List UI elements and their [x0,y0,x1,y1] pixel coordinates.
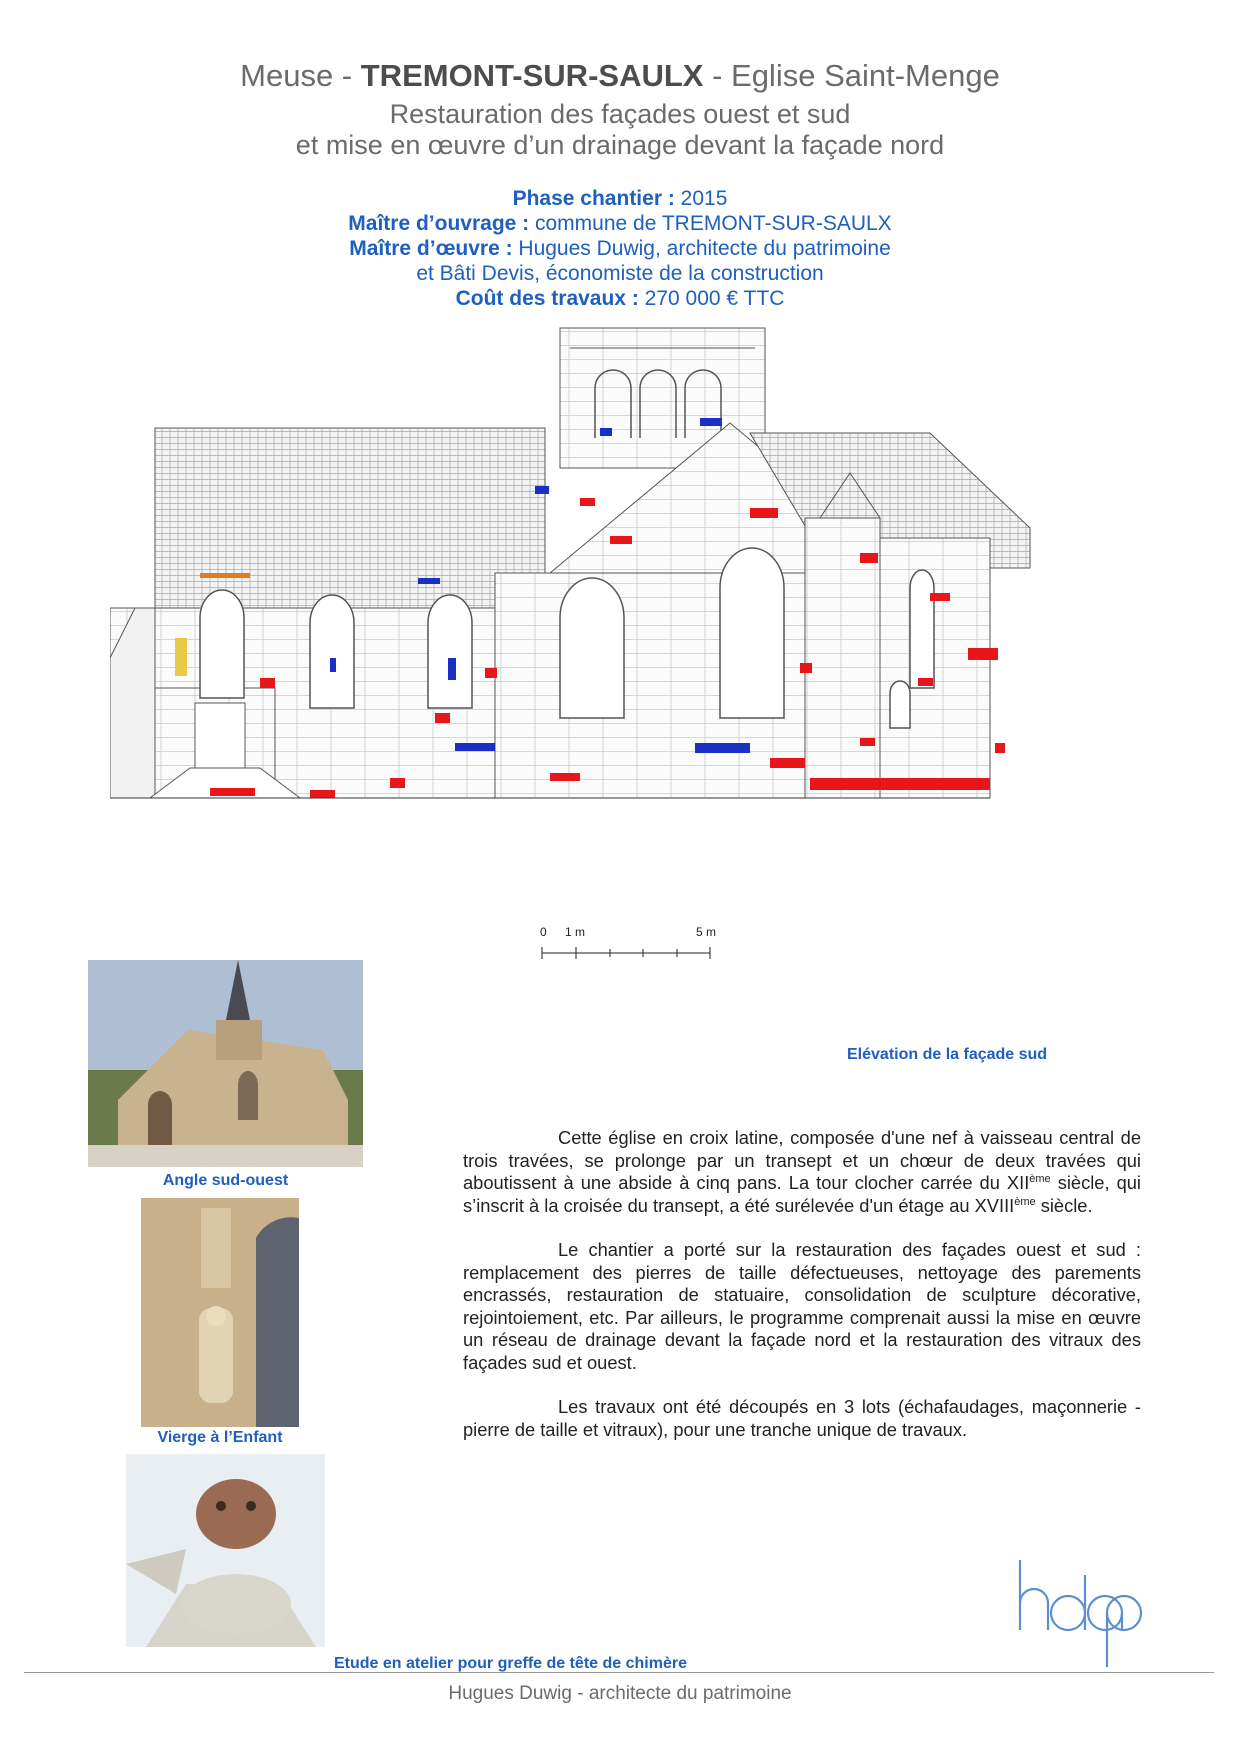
owner-info [0,211,1240,236]
page-title [0,58,1240,94]
caption-south-west-corner: Angle sud-ouest [162,1172,289,1189]
caption-elevation: Elévation de la façade sud [847,1046,1048,1063]
cost-value: 270 000 € TTC [638,287,785,310]
paragraph-1: Cette église en croix latine, composée d'une nef à vaisseau central de trois travées, se prolonge par un transept et un chœur de deux travées qui aboutissent à une abside à cinq pans. La tour clocher carrée du XIIème siècle, qui s’inscrit à la croisée du transept, a été surélevée d'un étage au XVIIIème siècle. [463,1127,1141,1216]
caption-chimera-study: Etude en atelier pour greffe de tête de chimère [334,1655,687,1672]
footer-text: Hugues Duwig - architecte du patrimoine [448,1683,792,1704]
south-facade-elevation [110,318,1140,903]
photo-virgin-and-child [141,1198,299,1427]
cost-label: Coût des travaux : [455,287,639,310]
paragraph-2: Le chantier a porté sur la restauration des façades ouest et sud : remplacement des pierres de taille défectueuses, nettoyage des parements encrassés, restauration de statuaire, consolidation de sculpture décorative, rejointoiement, etc. Par ailleurs, le programme comprenait aussi la mise en œuvre un réseau de drainage devant la façade nord et la restauration des vitraux des façades sud et ouest. [463,1239,1141,1373]
subtitle-line-2: et mise en œuvre d’un drainage devant la façade nord [295,130,945,160]
description-text [463,1127,1141,1463]
owner-value: commune de TREMONT-SUR-SAULX [529,212,892,235]
architect-value: Hugues Duwig, architecte du patrimoine [512,237,891,260]
scale-ruler [530,925,720,970]
architect-info [0,236,1240,261]
title-prefix: Meuse - [240,58,361,93]
cornice-repair [200,573,250,578]
cost-info [0,286,1240,311]
phase-info [0,186,1240,211]
phase-label: Phase chantier : [512,187,675,210]
scale-five-meters: 5 m [696,925,717,939]
scale-bar [530,925,720,970]
phase-value: 2015 [674,187,728,210]
scale-zero: 0 [540,925,547,939]
owner-label: Maître d’ouvrage : [348,212,530,235]
photo-south-west-corner [88,960,363,1167]
statue-mark [175,638,187,676]
title-commune: TREMONT-SUR-SAULX [360,58,704,93]
paragraph-3: Les travaux ont été découpés en 3 lots (échafaudages, maçonnerie - pierre de taille et vitraux), pour une tranche unique de travaux. [463,1396,1141,1440]
photo-chimera-head [126,1454,325,1647]
choir-wall [880,538,990,798]
footer-divider [24,1672,1214,1673]
scale-one-meter: 1 m [565,925,586,939]
hdap-logo [1012,1555,1147,1670]
subtitle-line-1: Restauration des façades ouest et sud [389,99,851,129]
title-suffix: - Eglise Saint-Menge [703,58,1000,93]
architect-label: Maître d’œuvre : [349,237,513,260]
architect-info-2: et Bâti Devis, économiste de la construction [416,262,824,285]
caption-virgin-and-child: Vierge à l’Enfant [157,1429,283,1446]
